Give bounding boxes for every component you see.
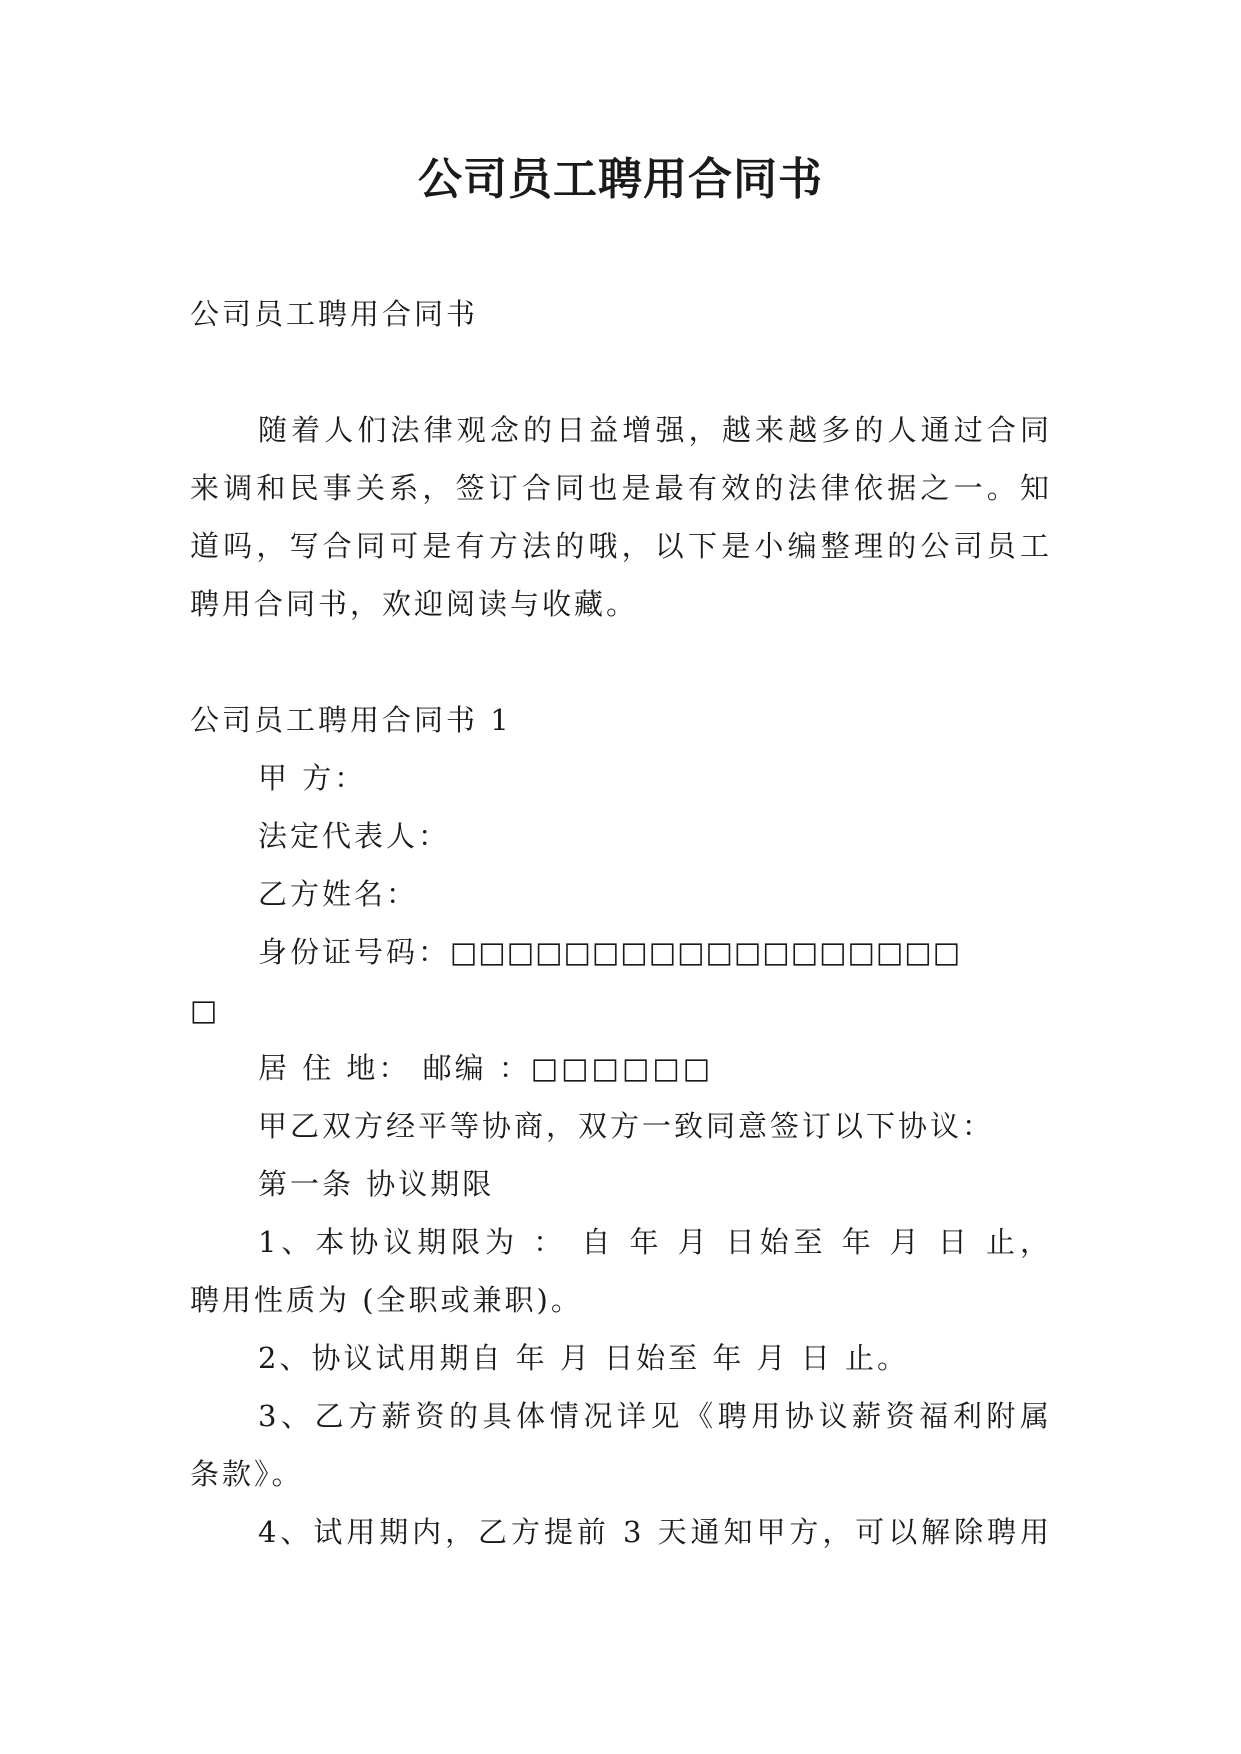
residence-line: 居 住 地： 邮编 ：□□□□□□ bbox=[258, 1051, 714, 1085]
clause-2: 2、协议试用期自 年 月 日始至 年 月 日 止。 bbox=[258, 1341, 909, 1375]
intro-line-2: 来调和民事关系，签订合同也是最有效的法律依据之一。知 bbox=[190, 471, 1052, 505]
clause-3-line-2: 条款》。 bbox=[190, 1457, 304, 1491]
article-1-heading: 第一条 协议期限 bbox=[258, 1167, 495, 1201]
agreement-intro: 甲乙双方经平等协商，双方一致同意签订以下协议： bbox=[258, 1109, 995, 1143]
party-a-label: 甲 方： bbox=[258, 761, 367, 795]
intro-line-1: 随着人们法律观念的日益增强，越来越多的人通过合同 bbox=[258, 413, 1052, 447]
id-number-label: 身份证号码： bbox=[258, 935, 451, 969]
clause-3-line-1: 3、乙方薪资的具体情况详见《聘用协议薪资福利附属 bbox=[258, 1399, 1052, 1433]
document-body bbox=[190, 285, 1052, 1561]
id-number-boxes: □□□□□□□□□□□□□□□□□□ bbox=[450, 935, 962, 969]
clause-4-line-1: 4、试用期内，乙方提前 3 天通知甲方，可以解除聘用 bbox=[258, 1515, 1052, 1549]
spacer bbox=[190, 633, 1052, 691]
intro-line-4: 聘用合同书，欢迎阅读与收藏。 bbox=[190, 587, 639, 621]
spacer bbox=[190, 343, 1052, 401]
legal-rep-label: 法定代表人： bbox=[258, 819, 451, 853]
id-number-line bbox=[190, 923, 1052, 981]
section-heading: 公司员工聘用合同书 1 bbox=[190, 703, 512, 737]
clause-1-line-2: 聘用性质为 (全职或兼职)。 bbox=[190, 1283, 583, 1317]
clause-1-line-1: 1、本协议期限为 ： 自 年 月 日始至 年 月 日 止， bbox=[258, 1225, 1052, 1259]
id-number-boxes-continued: □ bbox=[190, 993, 219, 1027]
document-title: 公司员工聘用合同书 bbox=[418, 154, 823, 205]
intro-line-3: 道吗，写合同可是有方法的哦，以下是小编整理的公司员工 bbox=[190, 529, 1052, 563]
document-subtitle: 公司员工聘用合同书 bbox=[190, 297, 479, 331]
party-b-name-label: 乙方姓名： bbox=[258, 877, 419, 911]
